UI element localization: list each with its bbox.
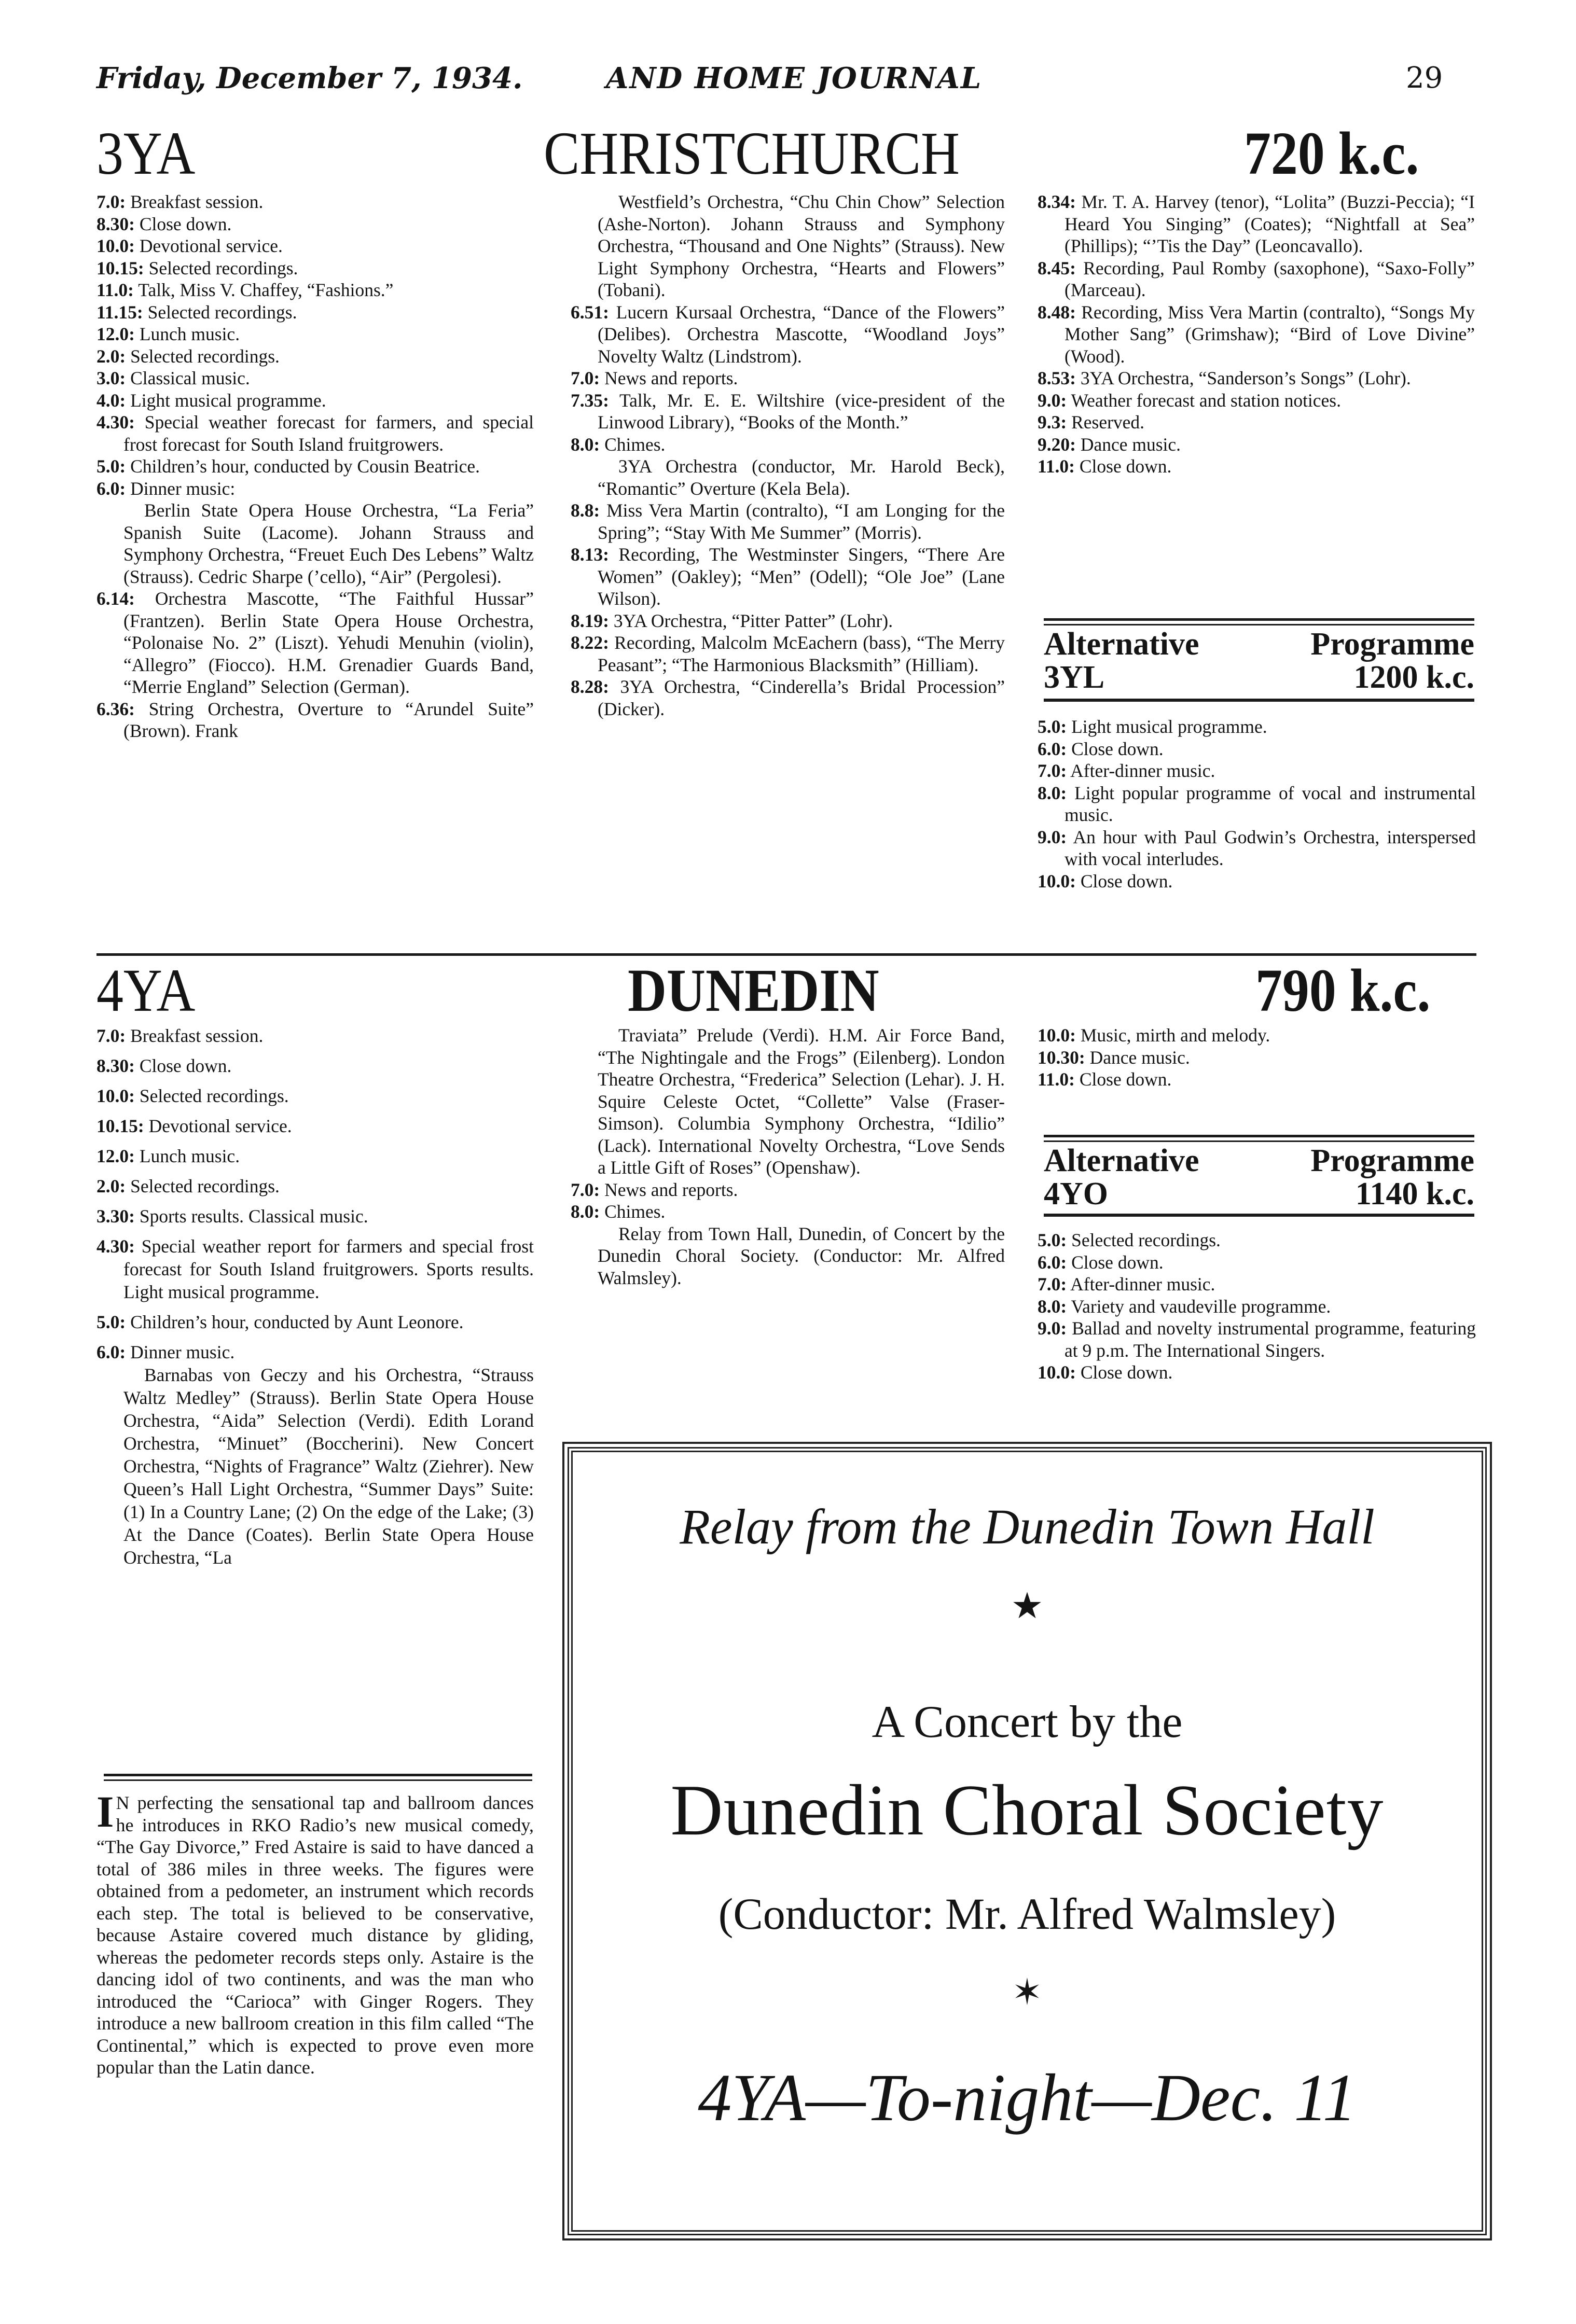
schedule-description: Dance music. xyxy=(1080,434,1181,455)
dunedin-column-2 xyxy=(571,1024,1005,1289)
schedule-time: 6.36: xyxy=(96,698,135,719)
schedule-description: Special weather forecast for farmers, and special frost forecast for South Island fruitgrowers. xyxy=(123,412,534,455)
schedule-entry xyxy=(96,367,534,389)
schedule-time: 8.53: xyxy=(1038,368,1076,388)
schedule-time: 7.35: xyxy=(571,389,609,411)
schedule-entry xyxy=(1038,760,1476,782)
schedule-time: 8.30: xyxy=(96,1055,135,1076)
schedule-time: 3.0: xyxy=(96,368,126,388)
schedule-description: Selected recordings. xyxy=(148,257,298,279)
schedule-description: Chimes. xyxy=(604,1201,666,1222)
schedule-time: 10.0: xyxy=(1038,870,1076,892)
schedule-time: 6.0: xyxy=(1038,1251,1067,1273)
programme-label: Programme xyxy=(1310,1143,1474,1178)
schedule-description: Lunch music. xyxy=(139,1146,240,1166)
schedule-description: Recording, Malcolm McEachern (bass), “The Merry Peasant”; “The Harmonious Blacksmith” (Hilliam). xyxy=(598,632,1005,675)
schedule-time: 10.15: xyxy=(96,1116,144,1136)
schedule-entry xyxy=(96,1175,534,1198)
schedule-time: 8.0: xyxy=(571,1201,600,1222)
schedule-time: 7.0: xyxy=(96,191,126,212)
christchurch-column-2 xyxy=(571,191,1005,720)
schedule-entry xyxy=(96,411,534,455)
schedule-entry xyxy=(96,345,534,368)
schedule-description: Ballad and novelty instrumental programme, featuring at 9 p.m. The International Singers. xyxy=(1065,1318,1476,1361)
schedule-description: Devotional service. xyxy=(148,1116,292,1136)
schedule-time: 7.0: xyxy=(571,368,600,388)
schedule-entry xyxy=(571,544,1005,610)
schedule-description: Selected recordings. xyxy=(130,345,280,367)
schedule-time: 9.0: xyxy=(1038,389,1067,411)
schedule-entry xyxy=(96,455,534,478)
concert-advertisement xyxy=(568,1447,1487,2235)
schedule-time: 5.0: xyxy=(96,456,126,477)
schedule-entry xyxy=(1038,389,1475,412)
schedule-time: 9.0: xyxy=(1038,826,1067,847)
ad-concert-line: A Concert by the xyxy=(872,1697,1183,1747)
schedule-entry xyxy=(1038,1251,1476,1274)
schedule-description: Music, mirth and melody. xyxy=(1080,1025,1270,1046)
schedule-entry xyxy=(96,213,534,235)
schedule-description: 3YA Orchestra, “Cinderella’s Bridal Procession” (Dicker). xyxy=(598,676,1005,719)
ad-relay-line: Relay from the Dunedin Town Hall xyxy=(680,1499,1375,1554)
frequency-720: 720 k.c. xyxy=(1244,119,1419,187)
schedule-description: Classical music. xyxy=(130,368,250,388)
schedule-entry xyxy=(96,235,534,257)
schedule-time: 9.20: xyxy=(1038,434,1076,455)
story-divider xyxy=(104,1774,532,1781)
schedule-description: Miss Vera Martin (contralto), “I am Longing for the Spring”; “Stay With Me Summer” (Morris). xyxy=(598,500,1005,543)
schedule-entry xyxy=(571,434,1005,456)
star-icon: ★ xyxy=(1011,1587,1044,1626)
ad-society-name: Dunedin Choral Society xyxy=(670,1770,1384,1850)
schedule-description: An hour with Paul Godwin’s Orchestra, interspersed with vocal interludes. xyxy=(1065,826,1476,869)
schedule-entry xyxy=(1038,434,1475,456)
schedule-entry xyxy=(96,698,534,742)
schedule-entry xyxy=(1038,738,1476,760)
schedule-time: 11.0: xyxy=(1038,456,1075,477)
schedule-time: 5.0: xyxy=(96,1312,126,1332)
schedule-entry xyxy=(571,367,1005,389)
alt-frequency: 1200 k.c. xyxy=(1353,660,1474,695)
alt-station-callsign: 3YL xyxy=(1044,660,1105,695)
schedule-entry xyxy=(1038,301,1475,368)
schedule-entry xyxy=(96,191,534,213)
page-number: 29 xyxy=(1406,61,1443,95)
schedule-entry xyxy=(96,1115,534,1137)
schedule-time: 6.0: xyxy=(96,478,126,499)
schedule-description: Light musical programme. xyxy=(1071,716,1267,737)
schedule-time: 12.0: xyxy=(96,1146,135,1166)
schedule-time: 6.14: xyxy=(96,588,135,609)
schedule-entry xyxy=(96,1084,534,1107)
schedule-entry xyxy=(1038,1273,1476,1296)
frequency-790: 790 k.c. xyxy=(1255,956,1431,1024)
schedule-description: Close down. xyxy=(1080,870,1173,892)
schedule-time: 8.0: xyxy=(1038,782,1067,803)
schedule-continuation xyxy=(571,1024,1005,1179)
schedule-description: Selected recordings. xyxy=(130,1176,280,1196)
schedule-description: News and reports. xyxy=(604,368,738,388)
schedule-entry xyxy=(96,1235,534,1303)
schedule-continuation xyxy=(571,455,1005,499)
alt-label: Alternative xyxy=(1044,627,1199,662)
schedule-entry xyxy=(571,499,1005,544)
schedule-entry xyxy=(1038,1317,1476,1361)
schedule-time: 12.0: xyxy=(96,324,135,344)
schedule-description: Special weather report for farmers and special frost forecast for South Island fruitgrowers. Sports results. Light musical programme. xyxy=(123,1236,534,1302)
schedule-entry xyxy=(571,301,1005,368)
schedule-entry xyxy=(1038,1047,1475,1069)
ad-conductor-line: (Conductor: Mr. Alfred Walmsley) xyxy=(718,1889,1336,1939)
schedule-time: 10.0: xyxy=(1038,1025,1076,1046)
schedule-entry xyxy=(571,389,1005,434)
schedule-entry xyxy=(1038,1024,1475,1047)
schedule-entry xyxy=(1038,411,1475,434)
schedule-description: Sports results. Classical music. xyxy=(139,1206,368,1227)
schedule-continuation xyxy=(571,1223,1005,1289)
schedule-time: 4.30: xyxy=(96,412,135,433)
schedule-entry xyxy=(571,1201,1005,1223)
christchurch-column-1 xyxy=(96,191,534,742)
schedule-entry xyxy=(96,588,534,698)
schedule-description: Close down. xyxy=(139,1055,232,1076)
schedule-description: Breakfast session. xyxy=(130,1025,264,1046)
schedule-entry xyxy=(1038,782,1476,826)
drop-cap: I xyxy=(96,1787,114,1836)
schedule-description: Close down. xyxy=(1079,1069,1172,1090)
schedule-entry xyxy=(1038,1296,1476,1318)
alt-programme-header-4yo xyxy=(1044,1144,1474,1210)
schedule-time: 11.0: xyxy=(96,280,134,300)
schedule-time: 8.48: xyxy=(1038,301,1076,323)
schedule-time: 10.0: xyxy=(96,1086,135,1106)
station-callsign-4ya: 4YA xyxy=(96,956,196,1024)
schedule-description: Close down. xyxy=(1080,1362,1173,1383)
schedule-time: 8.22: xyxy=(571,632,609,653)
schedule-entry xyxy=(1038,826,1476,870)
schedule-description: Dance music. xyxy=(1089,1047,1190,1068)
schedule-time: 8.19: xyxy=(571,610,609,631)
schedule-time: 4.0: xyxy=(96,389,126,411)
schedule-time: 5.0: xyxy=(1038,1230,1067,1250)
schedule-time: 8.45: xyxy=(1038,257,1076,279)
schedule-time: 5.0: xyxy=(1038,716,1067,737)
alt-3yl-bottom-rule xyxy=(1044,699,1474,702)
schedule-description: Dinner music: xyxy=(130,478,236,499)
schedule-entry xyxy=(96,1054,534,1077)
schedule-description: Selected recordings. xyxy=(139,1086,289,1106)
schedule-entry xyxy=(96,301,534,324)
schedule-entry xyxy=(571,632,1005,676)
alt-4yo-top-rule xyxy=(1044,1135,1474,1142)
schedule-continuation xyxy=(96,1363,534,1569)
schedule-time: 8.28: xyxy=(571,676,609,697)
schedule-time: 4.30: xyxy=(96,1236,135,1257)
schedule-description: Reserved. xyxy=(1071,412,1145,433)
schedule-time: 7.0: xyxy=(1038,1274,1067,1295)
schedule-entry xyxy=(1038,1068,1475,1091)
schedule-entry xyxy=(96,323,534,345)
schedule-description: 3YA Orchestra, “Pitter Patter” (Lohr). xyxy=(613,610,893,631)
schedule-time: 2.0: xyxy=(96,345,126,367)
schedule-entry xyxy=(1038,257,1475,301)
alt-3yl-top-rule xyxy=(1044,618,1474,625)
alt-frequency: 1140 k.c. xyxy=(1355,1176,1474,1212)
schedule-entry xyxy=(1038,1229,1476,1251)
schedule-description: Children’s hour, conducted by Cousin Beatrice. xyxy=(130,456,480,477)
schedule-description: Variety and vaudeville programme. xyxy=(1071,1296,1331,1317)
schedule-description: After-dinner music. xyxy=(1070,760,1215,781)
schedule-description: Selected recordings. xyxy=(147,301,297,323)
schedule-description: Close down. xyxy=(139,213,232,234)
schedule-time: 8.0: xyxy=(1038,1296,1067,1317)
story-text: N perfecting the sensational tap and ballroom dances he introduces in RKO Radio’s new musical comedy, “The Gay Divorce,” Fred Astaire is said to have danced a total of 386 miles in three weeks. The figures were obtained from a pedometer, an instrument which records each step. The total is believed to be conservative, because Astaire covered much distance by gliding, whereas the pedometer records steps only. Astaire is the dancing idol of two continents, and was the man who introduced the “Carioca” with Ginger Rogers. They introduce a new ballroom creation in this film called “The Continental,” which is expected to prove even more popular than the Latin dance. xyxy=(96,1792,534,2078)
schedule-entry xyxy=(96,1024,534,1047)
schedule-time: 6.0: xyxy=(96,1342,126,1362)
schedule-description: Relay from Town Hall, Dunedin, of Concert by the Dunedin Choral Society. (Conductor: Mr. Alfred Walmsley). xyxy=(598,1223,1005,1288)
schedule-description: Talk, Miss V. Chaffey, “Fashions.” xyxy=(138,280,394,300)
programme-label: Programme xyxy=(1310,627,1474,662)
section-divider xyxy=(96,953,1476,956)
schedule-time: 9.0: xyxy=(1038,1318,1067,1339)
schedule-time: 2.0: xyxy=(96,1176,126,1196)
schedule-entry xyxy=(96,279,534,301)
schedule-description: Barnabas von Geczy and his Orchestra, “Strauss Waltz Medley” (Strauss). Berlin State Opera House Orchestra, “Aida” Selection (Verdi). Edith Lorand Orchestra, “Minuet” (Boccherini). New Concert Orchestra, “Nights of Fragrance” Waltz (Ziehrer). New Queen’s Hall Light Orchestra, “Summer Days” Suite: (1) In a Country Lane; (2) On the edge of the Lake; (3) At the Dance (Coates). Berlin State Opera House Orchestra, “La xyxy=(123,1365,534,1568)
schedule-entry xyxy=(96,389,534,412)
schedule-time: 3.30: xyxy=(96,1206,135,1227)
schedule-entry xyxy=(1038,716,1476,738)
schedule-time: 9.3: xyxy=(1038,412,1067,433)
schedule-description: Close down. xyxy=(1079,456,1172,477)
schedule-time: 10.0: xyxy=(1038,1362,1076,1383)
schedule-time: 10.0: xyxy=(96,235,135,256)
schedule-entry xyxy=(1038,870,1476,893)
schedule-description: Selected recordings. xyxy=(1071,1230,1221,1250)
schedule-description: Orchestra Mascotte, “The Faithful Hussar” (Frantzen). Berlin State Opera House Orchestra, “Polonaise No. 2” (Liszt). Yehudi Menuhin (violin), “Allegro” (Fiocco). H.M. Grenadier Guards Band, “Merrie England” Selection (German). xyxy=(123,588,534,697)
city-heading-christchurch: CHRISTCHURCH xyxy=(544,119,960,187)
schedule-description: Recording, Miss Vera Martin (contralto), “Songs My Mother Sang” (Grimshaw); “Bird of Love Divine” (Wood). xyxy=(1065,301,1475,367)
schedule-description: Devotional service. xyxy=(139,235,283,256)
schedule-description: 3YA Orchestra (conductor, Mr. Harold Beck), “Romantic” Overture (Kela Bela). xyxy=(598,456,1005,499)
schedule-entry xyxy=(1038,455,1475,478)
schedule-continuation xyxy=(571,191,1005,301)
schedule-description: Light musical programme. xyxy=(130,389,326,411)
schedule-entry xyxy=(571,1179,1005,1201)
schedule-description: News and reports. xyxy=(604,1179,738,1200)
schedule-entry xyxy=(1038,367,1475,389)
schedule-continuation xyxy=(96,499,534,588)
schedule-description: Chimes. xyxy=(604,434,666,455)
schedule-description: Recording, Paul Romby (saxophone), “Saxo-Folly” (Marceau). xyxy=(1065,257,1475,300)
schedule-description: Berlin State Opera House Orchestra, “La Feria” Spanish Suite (Lacome). Johann Strauss and Symphony Orchestra, “Freuet Euch Des Lebens” Waltz (Strauss). Cedric Sharpe (’cello), “Air” (Pergolesi). xyxy=(123,500,534,587)
christchurch-column-3 xyxy=(1038,191,1475,478)
schedule-description: After-dinner music. xyxy=(1070,1274,1215,1295)
schedule-entry xyxy=(1038,1361,1476,1384)
schedule-description: Light popular programme of vocal and instrumental music. xyxy=(1065,782,1476,825)
schedule-description: Lunch music. xyxy=(139,324,240,344)
schedule-time: 11.15: xyxy=(96,301,143,323)
schedule-time: 7.0: xyxy=(571,1179,600,1200)
station-callsign-3ya: 3YA xyxy=(96,119,196,187)
alt-label: Alternative xyxy=(1044,1143,1199,1178)
schedule-entry xyxy=(96,1341,534,1363)
schedule-entry xyxy=(571,610,1005,632)
dunedin-column-1 xyxy=(96,1024,534,1569)
schedule-entry xyxy=(96,1205,534,1228)
schedule-entry xyxy=(96,478,534,500)
issue-date: Friday, December 7, 1934. xyxy=(96,61,523,95)
schedule-time: 8.0: xyxy=(571,434,600,455)
schedule-time: 11.0: xyxy=(1038,1069,1075,1090)
alt-3yl-schedule xyxy=(1038,716,1476,892)
journal-title: AND HOME JOURNAL xyxy=(606,61,983,95)
schedule-time: 8.34: xyxy=(1038,191,1076,212)
schedule-description: Westfield’s Orchestra, “Chu Chin Chow” Selection (Ashe-Norton). Johann Strauss and Symphony Orchestra, “Thousand and One Nights” (Strauss). New Light Symphony Orchestra, “Hearts and Flowers” (Tobani). xyxy=(598,191,1005,300)
alt-4yo-bottom-rule xyxy=(1044,1214,1474,1217)
schedule-time: 8.13: xyxy=(571,544,609,565)
astaire-story xyxy=(96,1787,534,2079)
schedule-description: Close down. xyxy=(1071,1251,1164,1273)
alt-programme-header-3yl xyxy=(1044,628,1474,694)
schedule-description: Weather forecast and station notices. xyxy=(1071,389,1341,411)
schedule-entry xyxy=(571,676,1005,720)
schedule-description: Traviata” Prelude (Verdi). H.M. Air Force Band, “The Nightingale and the Frogs” (Eilenberg). London Theatre Orchestra, “Frederica” Selection (Lehar). J. H. Squire Celeste Octet, “Collette” Valse (Fraser-Simson). Columbia Symphony Orchestra, “Idilio” (Lack). International Novelty Orchestra, “Love Sends a Little Gift of Roses” (Openshaw). xyxy=(598,1025,1005,1178)
schedule-description: Breakfast session. xyxy=(130,191,264,212)
schedule-description: Lucern Kursaal Orchestra, “Dance of the Flowers” (Delibes). Orchestra Mascotte, “Woodland Joys” Novelty Waltz (Lindstrom). xyxy=(598,301,1005,367)
schedule-time: 7.0: xyxy=(96,1025,126,1046)
schedule-description: Dinner music. xyxy=(130,1342,235,1362)
schedule-time: 6.0: xyxy=(1038,738,1067,759)
schedule-entry xyxy=(96,1145,534,1167)
schedule-time: 10.30: xyxy=(1038,1047,1085,1068)
schedule-time: 8.30: xyxy=(96,213,135,234)
schedule-time: 7.0: xyxy=(1038,760,1067,781)
schedule-entry xyxy=(1038,191,1475,257)
schedule-description: Mr. T. A. Harvey (tenor), “Lolita” (Buzzi-Peccia); “I Heard You Singing” (Coates); “Nightfall at Sea” (Phillips); “’Tis the Day” (Leoncavallo). xyxy=(1065,191,1475,256)
schedule-time: 6.51: xyxy=(571,301,609,323)
schedule-time: 10.15: xyxy=(96,257,144,279)
schedule-description: Close down. xyxy=(1071,738,1164,759)
dunedin-column-3 xyxy=(1038,1024,1475,1091)
alt-station-callsign: 4YO xyxy=(1044,1176,1108,1212)
ad-date-line: 4YA—To-night—Dec. 11 xyxy=(698,2061,1357,2135)
schedule-description: Children’s hour, conducted by Aunt Leonore. xyxy=(130,1312,464,1332)
schedule-description: Talk, Mr. E. E. Wiltshire (vice-president of the Linwood Library), “Books of the Month.” xyxy=(598,389,1005,433)
schedule-entry xyxy=(96,1311,534,1333)
schedule-entry xyxy=(96,257,534,280)
star-icon: ✶ xyxy=(1012,1973,1043,2013)
schedule-description: String Orchestra, Overture to “Arundel Suite” (Brown). Frank xyxy=(123,698,534,741)
schedule-description: 3YA Orchestra, “Sanderson’s Songs” (Lohr). xyxy=(1080,368,1411,388)
schedule-time: 8.8: xyxy=(571,500,600,521)
schedule-description: Recording, The Westminster Singers, “There Are Women” (Oakley); “Men” (Odell); “Ole Joe” (Lane Wilson). xyxy=(598,544,1005,609)
city-heading-dunedin: DUNEDIN xyxy=(628,956,879,1024)
alt-4yo-schedule xyxy=(1038,1229,1476,1384)
